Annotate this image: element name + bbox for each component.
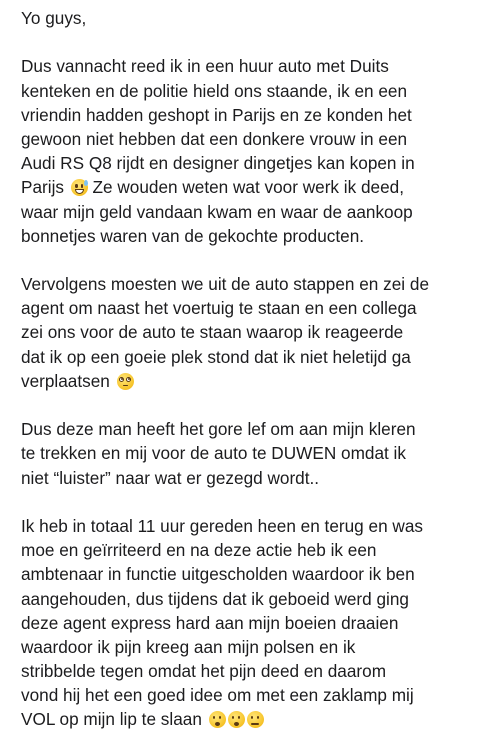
post-text bbox=[21, 6, 473, 732]
text-line: deze agent express hard aan mijn boeien draaien bbox=[21, 612, 399, 633]
rolling-eyes-emoji-icon bbox=[117, 373, 134, 390]
text-line: moe en geïrriteerd en na deze actie heb ik een bbox=[21, 540, 377, 561]
text-line bbox=[21, 369, 473, 393]
text-line: niet “luister” naar wat er gezegd wordt.. bbox=[21, 467, 320, 488]
text-line: waar mijn geld vandaan kwam en waar de aankoop bbox=[21, 201, 413, 222]
text-fragment: Ze wouden weten wat voor werk ik deed, bbox=[87, 177, 404, 198]
text-line: aangehouden, dus tijdens dat ik geboeid werd ging bbox=[21, 588, 409, 609]
paragraph-gap bbox=[21, 393, 473, 417]
greeting: Yo guys, bbox=[21, 8, 87, 28]
paragraph-4 bbox=[21, 514, 473, 732]
paragraph-gap bbox=[21, 490, 473, 514]
text-line: agent om naast het voertuig te staan en een collega bbox=[21, 298, 417, 319]
neutral-face-emoji-icon bbox=[247, 711, 264, 728]
text-line: Dus deze man heeft het gore lef om aan mijn kleren bbox=[21, 419, 416, 440]
paragraph-1 bbox=[21, 54, 473, 248]
text-line: kenteken en de politie hield ons staande, ik en een bbox=[21, 80, 408, 101]
frowning-face-emoji-icon bbox=[228, 711, 245, 728]
text-line: Vervolgens moesten we uit de auto stappen en zei de bbox=[21, 274, 430, 295]
text-line: vond hij het een goed idee om met een zaklamp mij bbox=[21, 685, 414, 706]
text-line bbox=[21, 175, 473, 199]
text-line: stribbelde tegen omdat het pijn deed en daarom bbox=[21, 661, 387, 682]
text-line: bonnetjes waren van de gekochte producten. bbox=[21, 225, 365, 246]
text-line: Audi RS Q8 rijdt en designer dingetjes kan kopen in bbox=[21, 153, 415, 174]
text-line bbox=[21, 707, 473, 731]
text-fragment: VOL op mijn lip te slaan bbox=[21, 709, 202, 730]
paragraph-3 bbox=[21, 417, 473, 490]
text-line: Dus vannacht reed ik in een huur auto met Duits bbox=[21, 56, 389, 77]
frowning-face-emoji-icon bbox=[209, 711, 226, 728]
grinning-sweat-emoji-icon bbox=[71, 179, 88, 196]
text-line: zei ons voor de auto te staan waarop ik reageerde bbox=[21, 322, 404, 343]
text-line: vriendin hadden geshopt in Parijs en ze konden het bbox=[21, 104, 412, 125]
text-line: dat ik op een goeie plek stond dat ik niet heletijd ga bbox=[21, 346, 411, 367]
text-fragment: Parijs bbox=[21, 177, 64, 198]
paragraph-gap bbox=[21, 248, 473, 272]
paragraph-gap bbox=[21, 30, 473, 54]
text-line: gewoon niet hebben dat een donkere vrouw in een bbox=[21, 128, 408, 149]
paragraph-2 bbox=[21, 272, 473, 393]
text-line: Ik heb in totaal 11 uur gereden heen en terug en was bbox=[21, 515, 423, 536]
text-line: waardoor ik pijn kreeg aan mijn polsen en ik bbox=[21, 636, 356, 657]
text-line: te trekken en mij voor de auto te DUWEN omdat ik bbox=[21, 443, 406, 464]
text-line: ambtenaar in functie uitgescholden waardoor ik ben bbox=[21, 564, 415, 585]
text-fragment: verplaatsen bbox=[21, 370, 110, 391]
